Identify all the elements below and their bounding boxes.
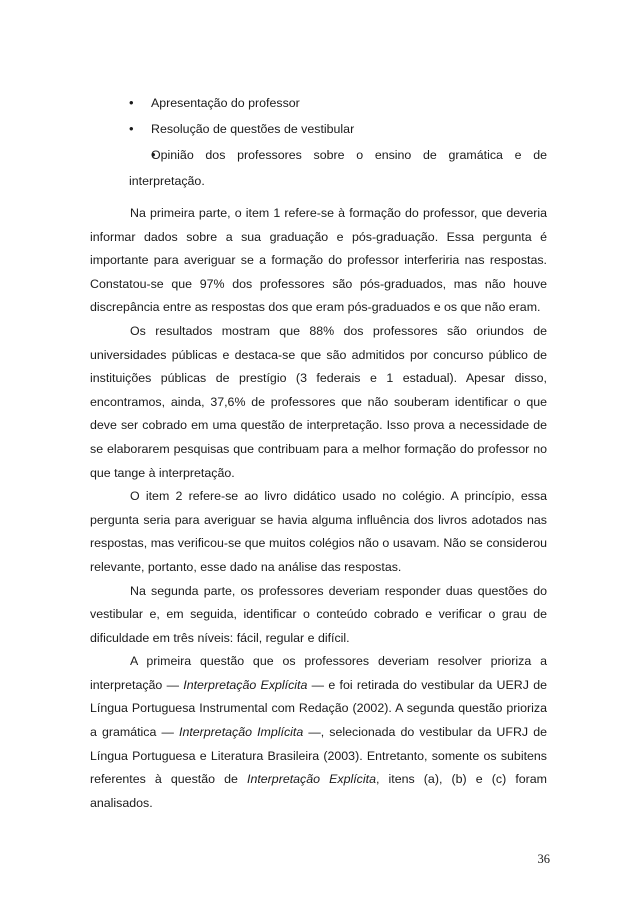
text-run: — e foi retirada do vestibular da UERJ de Língua Portuguesa Instrumental com Redação (2002). A segunda questão prioriza a gramática —: [90, 677, 547, 740]
paragraph: Na primeira parte, o item 1 refere-se à formação do professor, que deveria informar dados sobre a sua graduação e pós-graduação. Essa pergunta é importante para averiguar se a formação do professor interferiria nas respostas. Constatou-se que 97% dos professores são pós-graduados, mas não houve discrepância entre as respostas dos que eram pós-graduados e os que não eram.: [90, 206, 547, 315]
paragraph: O item 2 refere-se ao livro didático usado no colégio. A princípio, essa pergunta seria para averiguar se havia alguma influência dos livros adotados nas respostas, mas verificou-se que muitos colégios não o usavam. Não se considerou relevante, portanto, esse dado na análise das respostas.: [90, 489, 547, 574]
italic-term: Interpretação Explícita: [247, 772, 376, 787]
text-run: A primeira questão que os professores deveriam resolver prioriza a interpretação —: [90, 654, 547, 692]
bullet-item: • Apresentação do professor: [129, 90, 547, 116]
paragraph: Na segunda parte, os professores deveriam responder duas questões do vestibular e, em seguida, identificar o conteúdo cobrado e verificar o grau de dificuldade em três níveis: fácil, regular e difícil.: [90, 583, 547, 645]
bullet-item: • Opinião dos professores sobre o ensino de gramática e de interpretação.: [129, 142, 547, 194]
bullet-item: • Resolução de questões de vestibular: [129, 116, 547, 142]
text-run: , itens (a), (b) e (c) foram analisados.: [90, 772, 547, 810]
paragraph: Os resultados mostram que 88% dos professores são oriundos de universidades públicas e destaca-se que são admitidos por concurso público de instituições públicas de prestígio (3 federais e 1 estadual). Apesar disso, encontramos, ainda, 37,6% de professores que não souberam identificar o que deve ser cobrado em uma questão de interpretação. Isso prova a necessidade de se elaborarem pesquisas que contribuam para a melhor formação do professor no que tange à interpretação.: [90, 323, 547, 480]
body-text: [90, 202, 547, 815]
text-run: —, selecionada do vestibular da UFRJ de Língua Portuguesa e Literatura Brasileira (2003). Entretanto, somente os subitens referentes à questão de: [90, 725, 547, 787]
bullet-list: [129, 90, 547, 194]
paragraph: [90, 650, 547, 815]
italic-term: Interpretação Explícita: [183, 677, 308, 692]
italic-term: Interpretação Implícita: [179, 725, 304, 740]
page-number: 36: [537, 852, 550, 866]
